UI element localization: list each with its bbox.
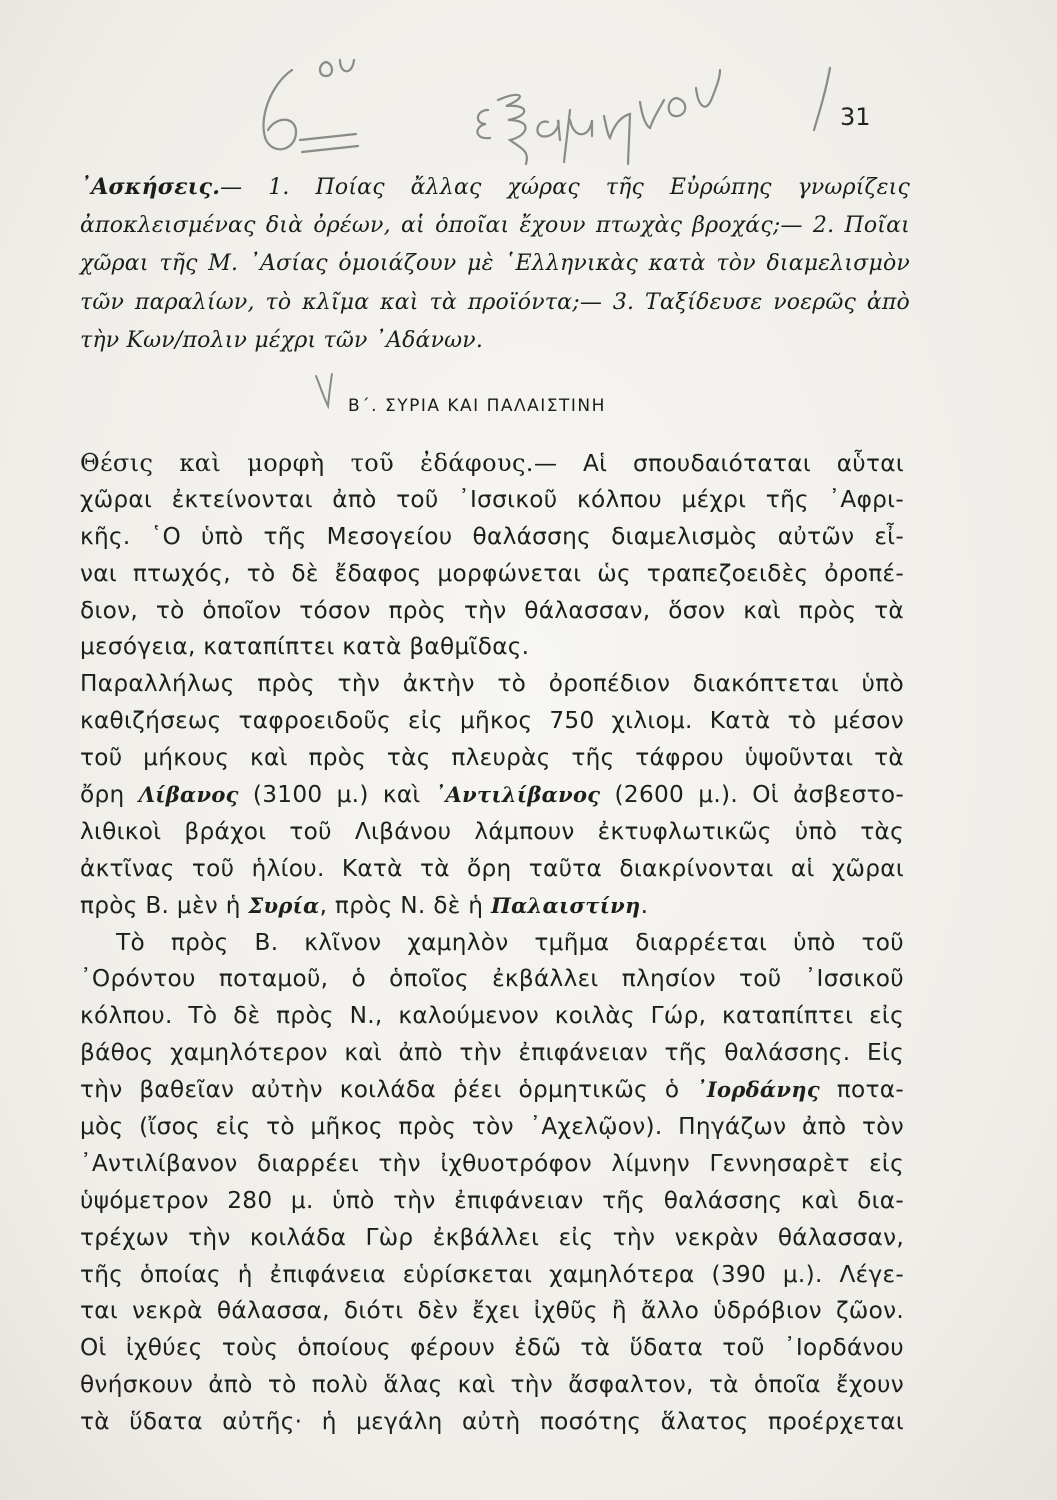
page-number: 31 — [840, 103, 871, 131]
text-fragment: (3100 μ.) καὶ — [238, 781, 435, 809]
text-line: χῶραι ἐκτείνονται ἀπὸ τοῦ ᾿Ισσικοῦ κόλπου μέχρι τῆς ᾿Αφρι- — [80, 485, 904, 513]
text-line: ἀκτῖνας τοῦ ἡλίου. Κατὰ τὰ ὄρη ταῦτα διακρίνονται αἱ χῶραι — [80, 854, 904, 882]
text-line: ται νεκρὰ θάλασσα, διότι δὲν ἔχει ἰχθῦς ἢ ἄλλο ὑδρόβιον ζῶον. — [80, 1297, 904, 1325]
text-line: Παραλλήλως πρὸς τὴν ἀκτὴν τὸ ὀροπέδιον διακόπτεται ὑπὸ — [80, 670, 904, 698]
text-line — [80, 445, 904, 482]
exercise-text: 1. Ποίας ἄλλας χώρας τῆς Εὐρώπης γνωρίζεις — [242, 175, 910, 200]
text-line: ὑψόμετρον 280 μ. ὑπὸ τὴν ἐπιφάνειαν τῆς θαλάσσης καὶ δια- — [80, 1186, 904, 1214]
text-fragment: (2600 μ.). Οἱ ἀσβεστο- — [600, 781, 904, 809]
exercise-line: ἀποκλεισμένας διὰ ὀρέων, αἱ ὁποῖαι ἔχουν πτωχὰς βροχάς;— 2. Ποῖαι — [80, 212, 910, 238]
text-line: καθιζήσεως ταφροειδοῦς εἰς μῆκος 750 χιλιομ. Κατὰ τὸ μέσον — [80, 707, 904, 735]
exercises-block — [80, 168, 910, 361]
text-line: τοῦ μήκους καὶ πρὸς τὰς πλευρὰς τῆς τάφρου ὑψοῦνται τὰ — [80, 744, 904, 772]
text-fragment: . — [640, 891, 649, 919]
text-line: κῆς. ῾Ο ὑπὸ τῆς Μεσογείου θαλάσσης διαμελισμὸς αὐτῶν εἶ- — [80, 522, 904, 550]
text-line: τρέχων τὴν κοιλάδα Γὼρ ἐκβάλλει εἰς τὴν νεκρὰν θάλασσαν, — [80, 1223, 904, 1251]
text-line: Οἱ ἰχθύες τοὺς ὁποίους φέρουν ἐδῶ τὰ ὕδατα τοῦ ᾿Ιορδάνου — [80, 1334, 904, 1362]
text-line: τῆς ὁποίας ἡ ἐπιφάνεια εὑρίσκεται χαμηλότερα (390 μ.). Λέγε- — [80, 1260, 904, 1288]
text-fragment: , πρὸς Ν. δὲ ἡ — [319, 891, 491, 919]
handwritten-note — [230, 40, 850, 170]
text-line: λιθικοὶ βράχοι τοῦ Λιβάνου λάμπουν ἐκτυφλωτικῶς ὑπὸ τὰς — [80, 817, 904, 845]
exercise-line — [80, 168, 910, 207]
text-line: Τὸ πρὸς Β. κλῖνον χαμηλὸν τμῆμα διαρρέεται ὑπὸ τοῦ — [116, 928, 904, 956]
text-fragment: πρὸς Β. μὲν ἡ — [80, 891, 249, 919]
exercises-dash: — — [220, 175, 243, 200]
text-line: ᾿Ορόντου ποταμοῦ, ὁ ὁποῖος ἐκβάλλει πλησίον τοῦ ᾿Ισσικοῦ — [80, 965, 904, 993]
paragraph-heading: Θέσις καὶ μορφὴ τοῦ ἐδάφους. — [80, 449, 534, 477]
place-palestine: Παλαιστίνη — [490, 892, 641, 918]
text-line — [80, 777, 904, 814]
text-line: ναι πτωχός, τὸ δὲ ἔδαφος μορφώνεται ὡς τραπεζοειδὲς ὀροπέ- — [80, 559, 904, 587]
exercises-label: ᾿Ασκήσεις. — [80, 174, 221, 200]
main-text — [80, 445, 904, 1441]
text-fragment: ὄρη — [80, 781, 139, 809]
text-line — [80, 1072, 904, 1109]
exercise-line: τῶν παραλίων, τὸ κλῖμα καὶ τὰ προϊόντα;— 3. Ταξίδευσε νοερῶς ἀπὸ — [80, 289, 910, 315]
text-line: διον, τὸ ὁποῖον τόσον πρὸς τὴν θάλασσαν, ὅσον καὶ πρὸς τὰ — [80, 596, 904, 624]
text-line: ᾿Αντιλίβανον διαρρέει τὴν ἰχθυοτρόφον λίμνην Γεννησαρὲτ εἰς — [80, 1149, 904, 1177]
text-line: τὰ ὕδατα αὐτῆς· ἡ μεγάλη αὐτὴ ποσότης ἅλατος προέρχεται — [80, 1408, 904, 1436]
place-syria: Συρία — [248, 892, 320, 918]
exercise-line: τὴν Κων/πολιν μέχρι τῶν ᾿Αδάνων. — [80, 328, 484, 353]
text-line: κόλπου. Τὸ δὲ πρὸς Ν., καλούμενον κοιλὰς Γώρ, καταπίπτει εἰς — [80, 1002, 904, 1030]
section-title: Β΄. ΣΥΡΙΑ ΚΑΙ ΠΑΛΑΙΣΤΙΝΗ — [348, 396, 606, 416]
text-line: μὸς (ἴσος εἰς τὸ μῆκος πρὸς τὸν ᾿Αχελῷον). Πηγάζων ἀπὸ τὸν — [80, 1113, 904, 1141]
place-lebanon: Λίβανος — [138, 782, 239, 808]
heading-rest: — Αἱ σπουδαιόταται αὗται — [533, 450, 904, 477]
text-fragment: ποτα- — [819, 1076, 904, 1104]
pencil-check-icon — [312, 372, 344, 410]
exercise-line: χῶραι τῆς Μ. ᾿Ασίας ὁμοιάζουν μὲ ῾Ελληνικὰς κατὰ τὸν διαμελισμὸν — [80, 251, 910, 276]
text-line: μεσόγεια, καταπίπτει κατὰ βαθμῖδας. — [80, 633, 530, 661]
place-antilebanon: ᾿Αντιλίβανος — [434, 782, 601, 808]
text-fragment: τὴν βαθεῖαν αὐτὴν κοιλάδα ῥέει ὁρμητικῶς ὁ — [80, 1076, 697, 1104]
text-line: βάθος χαμηλότερον καὶ ἀπὸ τὴν ἐπιφάνειαν τῆς θαλάσσης. Εἰς — [80, 1039, 904, 1067]
text-line: θνήσκουν ἀπὸ τὸ πολὺ ἅλας καὶ τὴν ἄσφαλτον, τὰ ὁποῖα ἔχουν — [80, 1371, 904, 1399]
place-jordan: ᾿Ιορδάνης — [696, 1077, 820, 1103]
text-line — [80, 888, 904, 925]
